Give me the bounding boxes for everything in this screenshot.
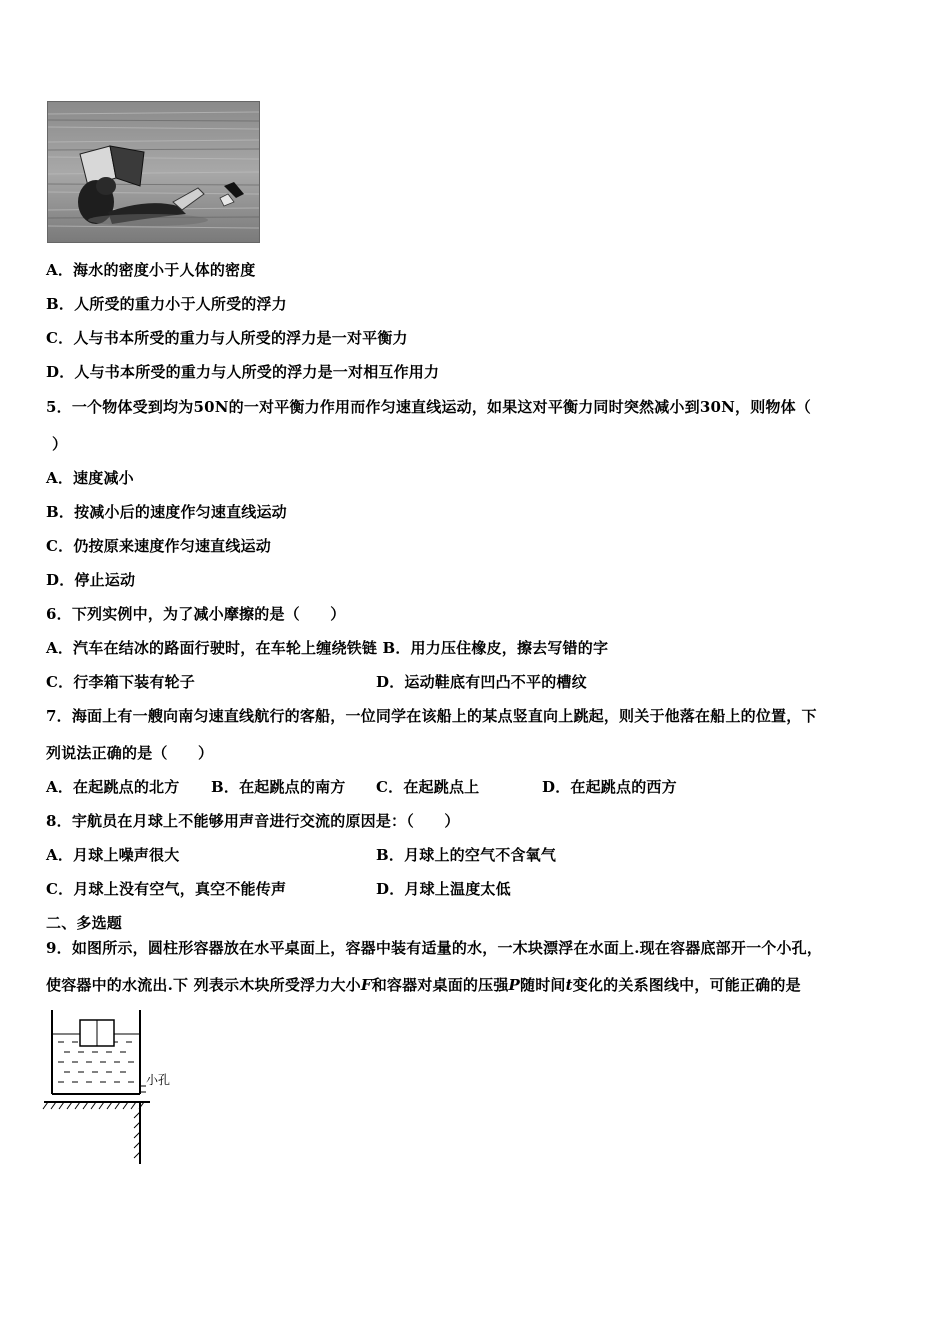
q4-option-a: A．海水的密度小于人体的密度 xyxy=(46,261,256,279)
q5-stem-line2: ） xyxy=(52,435,68,453)
q6-stem: 6．下列实例中，为了减小摩擦的是（ ） xyxy=(46,605,346,623)
q9-stem-part-c: 随时间 xyxy=(520,976,566,994)
hole-label: 小孔 xyxy=(146,1073,171,1087)
q5-option-a: A．速度减小 xyxy=(46,469,134,487)
q7-option-d: D．在起跳点的西方 xyxy=(542,778,677,796)
floating-person-illustration xyxy=(48,102,259,242)
q5-option-c: C．仍按原来速度作匀速直线运动 xyxy=(46,537,271,555)
q8-options-row2 xyxy=(46,879,511,899)
section-title-multiple-choice: 二、多选题 xyxy=(46,914,123,932)
q7-options-row xyxy=(46,777,677,797)
q7-option-b: B．在起跳点的南方 xyxy=(211,778,346,796)
q5-stem-line1: 5．一个物体受到均为50N的一对平衡力作用而作匀速直线运动，如果这对平衡力同时突然减小到30N，则物体（ xyxy=(46,398,812,416)
q7-option-c: C．在起跳点上 xyxy=(376,778,480,796)
q9-var-f: F xyxy=(360,976,372,994)
q6-option-d: D．运动鞋底有凹凸不平的槽纹 xyxy=(376,673,587,691)
q5-option-b: B．按减小后的速度作匀速直线运动 xyxy=(46,503,287,521)
q8-option-c: C．月球上没有空气，真空不能传声 xyxy=(46,880,287,898)
q4-option-b: B．人所受的重力小于人所受的浮力 xyxy=(46,295,287,313)
q9-stem-part-a: 使容器中的水流出.下 列表示木块所受浮力大小 xyxy=(46,976,361,994)
q8-option-a: A．月球上噪声很大 xyxy=(46,846,180,864)
q5-option-d: D．停止运动 xyxy=(46,571,136,589)
q4-option-c: C．人与书本所受的重力与人所受的浮力是一对平衡力 xyxy=(46,329,408,347)
container-illustration xyxy=(42,1008,182,1173)
q4-option-d: D．人与书本所受的重力与人所受的浮力是一对相互作用力 xyxy=(46,363,440,381)
q8-option-b: B．月球上的空气不含氧气 xyxy=(376,846,557,864)
q9-var-t: t xyxy=(565,976,573,994)
container-diagram xyxy=(42,1008,182,1173)
q7-option-a: A．在起跳点的北方 xyxy=(46,778,180,796)
q6-options-row2 xyxy=(46,672,587,692)
q9-stem-line1: 9．如图所示，圆柱形容器放在水平桌面上，容器中装有适量的水，一木块漂浮在水面上.现在容器底部开一个小孔， xyxy=(46,939,823,957)
q8-stem: 8．宇航员在月球上不能够用声音进行交流的原因是：（ ） xyxy=(46,812,460,830)
q6-options-row1: A．汽车在结冰的路面行驶时，在车轮上缠绕铁链 B．用力压住橡皮，擦去写错的字 xyxy=(46,639,609,657)
q7-stem-line2: 列说法正确的是（ ） xyxy=(46,744,214,762)
q8-option-d: D．月球上温度太低 xyxy=(376,880,511,898)
q9-stem-part-d: 变化的关系图线中，可能正确的是 xyxy=(572,976,801,994)
q9-stem-line2 xyxy=(46,975,801,995)
q7-stem-line1: 7．海面上有一艘向南匀速直线航行的客船，一位同学在该船上的某点竖直向上跳起，则关于他落在船上的位置，下 xyxy=(46,707,817,725)
q9-var-p: P xyxy=(508,976,521,994)
q6-option-c: C．行李箱下装有轮子 xyxy=(46,673,195,691)
floating-person-photo xyxy=(47,101,260,243)
q8-options-row1 xyxy=(46,845,557,865)
q9-stem-part-b: 和容器对桌面的压强 xyxy=(371,976,509,994)
